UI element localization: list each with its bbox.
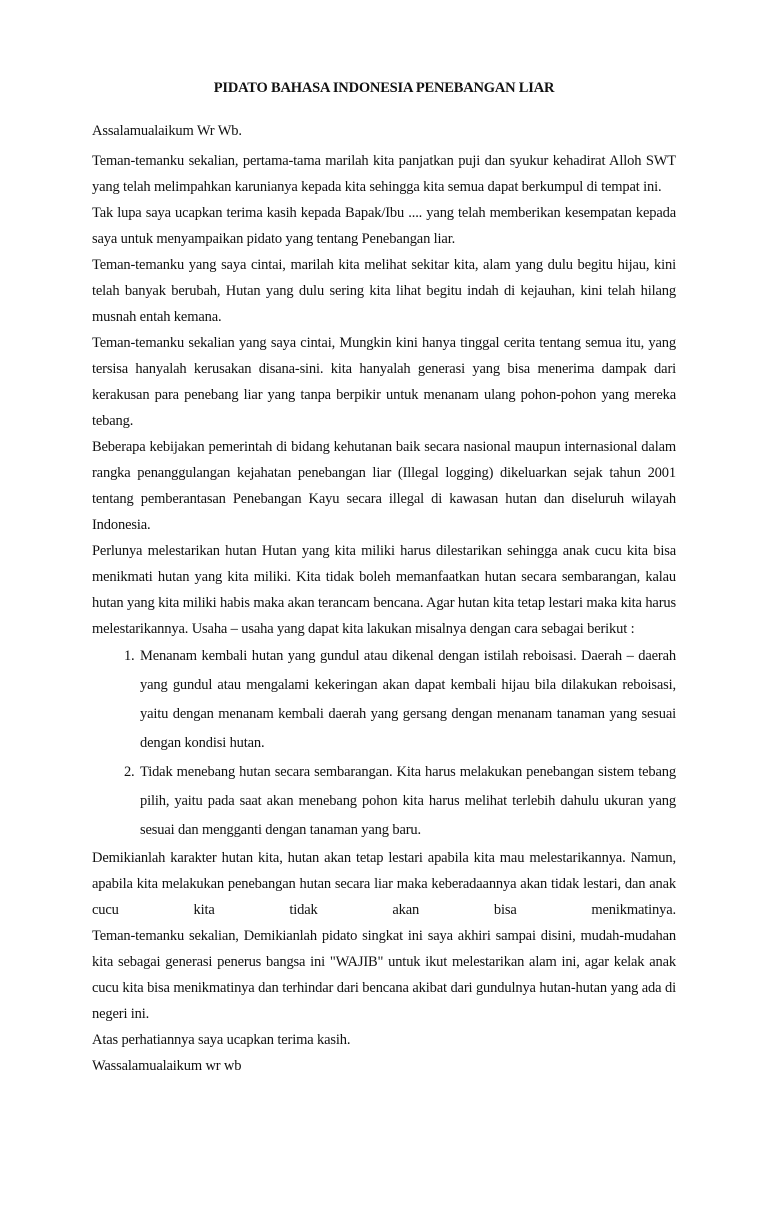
greeting: Assalamualaikum Wr Wb. bbox=[92, 123, 242, 139]
paragraph-conclusion: Demikianlah karakter hutan kita, hutan akan tetap lestari apabila kita mau melestarikannya. Namun, apabila kita melakukan penebangan hutan secara liar maka keberadaannya akan tidak lestari, dan anak cucu kita tidak akan bisa menikmatinya. bbox=[92, 850, 676, 918]
paragraph-damage: Teman-temanku sekalian yang saya cintai, Mungkin kini hanya tinggal cerita tentang semua itu, yang tersisa hanyalah kerusakan disana-sini. kita hanyalah generasi yang bisa menerima dampak dari kerakusan para penebang liar yang tanpa berpikir untuk menanam ulang pohon-pohon yang mereka tebang. bbox=[92, 335, 676, 429]
paragraph-nature: Teman-temanku yang saya cintai, marilah kita melihat sekitar kita, alam yang dulu begitu hijau, kini telah banyak berubah, Hutan yang dulu sering kita lihat begitu indah di kejauhan, kini telah hilang musnah entah kemana. bbox=[92, 257, 676, 325]
list-item: 1. Menanam kembali hutan yang gundul atau dikenal dengan istilah reboisasi. Daerah – daerah yang gundul atau mengalami kekeringan akan dapat kembali hijau bila dilakukan reboisasi, yaitu dengan menanam kembali daerah yang gersang dengan menanam tanaman yang sesuai dengan kondisi hutan. bbox=[138, 642, 676, 758]
paragraph-closing: Teman-temanku sekalian, Demikianlah pidato singkat ini saya akhiri sampai disini, mudah-mudahan kita sebagai generasi penerus bangsa ini "WAJIB" untuk ikut melestarikan alam ini, agar kelak anak cucu kita bisa menikmatinya dan terhindar dari bencana akibat dari gundulnya hutan-hutan yang ada di negeri ini. bbox=[92, 928, 676, 1022]
list-item: 2. Tidak menebang hutan secara sembarangan. Kita harus melakukan penebangan sistem tebang pilih, yaitu pada saat akan menebang pohon kita harus melihat terlebih dahulu ukuran yang sesuai dan mengganti dengan tanaman yang baru. bbox=[138, 758, 676, 845]
efforts-list bbox=[92, 642, 676, 845]
document-title: PIDATO BAHASA INDONESIA PENEBANGAN LIAR bbox=[213, 80, 555, 96]
paragraph-policy: Beberapa kebijakan pemerintah di bidang kehutanan baik secara nasional maupun internasional dalam rangka penanggulangan kejahatan penebangan liar (Illegal logging) dikeluarkan sejak tahun 2001 tentang pemberantasan Penebangan Kayu secara illegal di kawasan hutan dan diseluruh wilayah Indonesia. bbox=[92, 439, 676, 533]
paragraph-opening: Teman-temanku sekalian, pertama-tama marilah kita panjatkan puji dan syukur kehadirat Alloh SWT yang telah melimpahkan karunianya kepada kita sehingga kita semua dapat berkumpul di tempat ini. bbox=[92, 153, 676, 195]
paragraph-thank-you: Atas perhatiannya saya ucapkan terima kasih. bbox=[92, 1032, 351, 1048]
paragraph-thanks: Tak lupa saya ucapkan terima kasih kepada Bapak/Ibu .... yang telah memberikan kesempatan kepada saya untuk menyampaikan pidato yang tentang Penebangan liar. bbox=[92, 205, 676, 247]
paragraph-preservation: Perlunya melestarikan hutan Hutan yang kita miliki harus dilestarikan sehingga anak cucu kita bisa menikmati hutan yang kita miliki. Kita tidak boleh memanfaatkan hutan secara sembarangan, kalau hutan yang kita miliki habis maka akan terancam bencana. Agar hutan kita tetap lestari maka kita harus melestarikannya. Usaha – usaha yang dapat kita lakukan misalnya dengan cara sebagai berikut : bbox=[92, 543, 676, 637]
farewell: Wassalamualaikum wr wb bbox=[92, 1058, 242, 1074]
